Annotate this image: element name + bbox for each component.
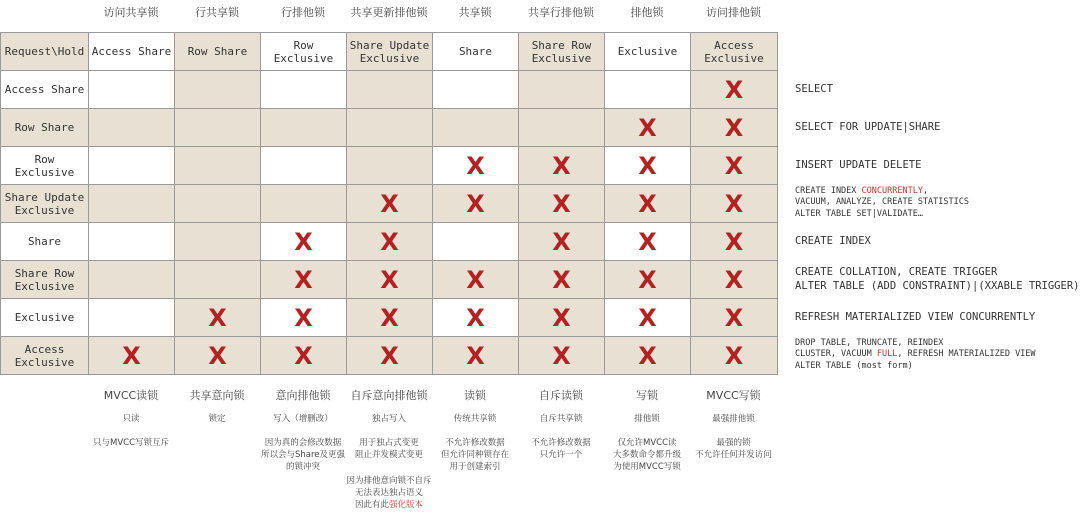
column-cn-label: 行共享锁 (195, 6, 239, 19)
matrix-cell (261, 223, 347, 261)
note-line: 只允许一个 (539, 450, 583, 460)
matrix-cell (261, 299, 347, 337)
column-cn-label: 共享锁 (458, 6, 492, 19)
conflict-mark: X (638, 341, 657, 370)
conflict-mark: X (724, 75, 744, 104)
sql-text: SELECT FOR UPDATE|SHARE (795, 121, 941, 133)
matrix-cell (433, 223, 519, 261)
matrix-cell (519, 223, 605, 261)
conflict-mark: X (552, 189, 571, 218)
matrix-cell (691, 185, 778, 223)
conflict-mark: X (294, 341, 313, 370)
conflict-mark: X (208, 303, 227, 332)
column-header (433, 33, 519, 71)
sql-text: ALTER TABLE (most form) (795, 360, 913, 371)
column-header-line: Exclusive (359, 51, 420, 65)
lock-category-note (72, 437, 190, 449)
conflict-mark: X (638, 113, 657, 142)
row-header (1, 71, 89, 109)
row-header-line: Share Row (14, 266, 75, 280)
matrix-cell (433, 109, 519, 147)
note-line: 为使用MVCC写锁 (613, 462, 681, 472)
matrix-cell (175, 223, 261, 261)
conflict-mark: X (294, 303, 313, 332)
column-cn-label: 共享更新排他锁 (350, 6, 428, 19)
conflict-mark: X (724, 151, 744, 180)
column-header (691, 33, 778, 71)
column-header-line: Row (293, 38, 314, 52)
column-header (89, 33, 175, 71)
matrix-cell (347, 223, 433, 261)
matrix-cell (519, 337, 605, 375)
conflict-mark: X (724, 189, 744, 218)
column-cn-label: 访问共享锁 (103, 6, 159, 19)
matrix-cell (347, 71, 433, 109)
conflict-mark: X (380, 303, 399, 332)
sql-line (795, 197, 969, 209)
column-header (605, 33, 691, 71)
matrix-header-row (1, 33, 778, 71)
matrix-cell (175, 261, 261, 299)
matrix-cell (519, 185, 605, 223)
note-line: 用于独占式变更 (359, 438, 419, 448)
conflict-mark: X (638, 265, 657, 294)
column-header-line: Exclusive (704, 51, 764, 65)
matrix-cell (691, 147, 778, 185)
matrix-cell (175, 185, 261, 223)
conflict-mark: X (380, 341, 399, 370)
conflict-mark: X (638, 227, 657, 256)
table-row (1, 261, 778, 299)
note-line: 阻止并发模式变更 (354, 450, 423, 460)
table-row (1, 223, 778, 261)
table-row (1, 147, 778, 185)
conflict-mark: X (724, 265, 744, 294)
sql-statement (795, 120, 940, 134)
sql-highlight: CONCURRENTLY (861, 185, 923, 196)
matrix-cell (261, 185, 347, 223)
matrix-cell (89, 261, 175, 299)
sql-line (795, 158, 921, 172)
row-header-line: Exclusive (14, 165, 75, 179)
row-header (1, 109, 89, 147)
lock-category-title: MVCC写锁 (706, 389, 761, 402)
column-header (519, 33, 605, 71)
matrix-cell (89, 109, 175, 147)
conflict-mark: X (466, 151, 485, 180)
sql-text: DROP TABLE, TRUNCATE, REINDEX (795, 337, 944, 348)
matrix-cell (519, 147, 605, 185)
matrix-cell (605, 337, 691, 375)
conflict-mark: X (294, 227, 313, 256)
column-header-line: Exclusive (273, 51, 334, 65)
matrix-cell (89, 147, 175, 185)
conflict-mark: X (724, 227, 744, 256)
conflict-mark: X (638, 303, 657, 332)
matrix-cell (605, 223, 691, 261)
note-line: 只与MVCC写锁互斥 (92, 438, 170, 448)
matrix-cell (605, 71, 691, 109)
note-line: 用于创建索引 (449, 462, 501, 472)
matrix-cell (347, 147, 433, 185)
sql-statement (795, 82, 833, 96)
matrix-cell (175, 109, 261, 147)
sql-line (795, 234, 871, 248)
column-header (175, 33, 261, 71)
matrix-cell (433, 261, 519, 299)
matrix-cell (347, 261, 433, 299)
matrix-cell (175, 71, 261, 109)
column-header-line: Share (458, 45, 493, 58)
sql-statement (795, 186, 969, 221)
column-header-line: Row Share (187, 45, 248, 58)
sql-line (795, 120, 940, 134)
lock-category-title: 自斥读锁 (539, 389, 583, 402)
sql-line (795, 265, 1079, 279)
note-text: 因此有此 (354, 500, 389, 510)
matrix-cell (605, 147, 691, 185)
column-header-line: Access Share (91, 45, 172, 58)
matrix-cell (433, 147, 519, 185)
matrix-cell (89, 337, 175, 375)
sql-text: CLUSTER, VACUUM (795, 349, 877, 360)
conflict-mark: X (724, 113, 744, 142)
note-line: 不允许任何并发访问 (695, 450, 772, 460)
matrix-cell (691, 337, 778, 375)
note-line (330, 487, 448, 499)
sql-statement (795, 310, 1035, 324)
sql-line (795, 186, 969, 198)
lock-category-subtitle: 最强排他锁 (712, 414, 755, 424)
column-cn-label: 共享行排他锁 (528, 6, 594, 19)
sql-text: REFRESH MATERIALIZED VIEW CONCURRENTLY (795, 311, 1036, 323)
sql-text: ALTER TABLE (ADD CONSTRAINT)|(XXABLE TRIGGER) (795, 280, 1080, 292)
matrix-cell (261, 109, 347, 147)
lock-category-subtitle: 写入（增删改） (273, 414, 333, 424)
conflict-mark: X (122, 341, 141, 370)
sql-line (795, 349, 1036, 361)
sql-text: CREATE INDEX (795, 235, 871, 247)
matrix-cell (691, 109, 778, 147)
lock-category-title: 自斥意向排他锁 (350, 389, 428, 402)
row-header (1, 223, 89, 261)
conflict-mark: X (294, 265, 313, 294)
matrix-cell (433, 185, 519, 223)
conflict-mark: X (466, 189, 485, 218)
matrix-cell (605, 109, 691, 147)
column-header (347, 33, 433, 71)
sql-line (795, 310, 1035, 324)
row-header-line: Access Share (4, 83, 85, 96)
note-line: 的锁冲突 (285, 462, 320, 472)
lock-category-subtitle: 传统共享锁 (453, 414, 497, 424)
column-cn-label: 排他锁 (630, 6, 664, 19)
lock-category-subtitle: 自斥共享锁 (539, 414, 583, 424)
row-header (1, 337, 89, 375)
conflict-mark: X (466, 265, 485, 294)
sql-statement (795, 338, 1036, 373)
table-row (1, 109, 778, 147)
sql-statement (795, 234, 871, 248)
table-row (1, 299, 778, 337)
sql-highlight: FULL (876, 349, 898, 360)
row-header-line: Exclusive (14, 279, 75, 293)
lock-category-title: 写锁 (636, 389, 658, 402)
lock-conflict-matrix (0, 32, 778, 375)
lock-category-subtitle: 独占写入 (371, 414, 406, 424)
conflict-mark: X (552, 151, 571, 180)
row-header-line: Exclusive (14, 311, 75, 324)
note-line: 因为真的会修改数据 (264, 438, 342, 448)
matrix-cell (519, 71, 605, 109)
matrix-cell (261, 71, 347, 109)
matrix-cell (175, 299, 261, 337)
row-header-line: Access (24, 342, 65, 356)
table-row (1, 71, 778, 109)
sql-statement (795, 265, 1079, 293)
sql-text: CREATE INDEX (795, 185, 862, 196)
sql-line (795, 361, 1036, 373)
row-header (1, 185, 89, 223)
matrix-cell (347, 337, 433, 375)
note-line: 大多数命令都升级 (612, 450, 681, 460)
note-line: 所以会与Share及更强 (260, 450, 346, 460)
sql-line (795, 209, 969, 221)
lock-category-title: MVCC读锁 (103, 389, 159, 402)
matrix-cell (691, 261, 778, 299)
sql-statement (795, 158, 921, 172)
note-highlight: 强化版本 (389, 500, 424, 510)
sql-text: INSERT UPDATE DELETE (795, 159, 922, 171)
row-header-line: Row Share (14, 121, 75, 134)
matrix-cell (347, 109, 433, 147)
sql-text: CREATE COLLATION, CREATE TRIGGER (795, 266, 998, 278)
note-line: 不允许修改数据 (531, 438, 591, 448)
matrix-cell (433, 71, 519, 109)
note-line (330, 499, 448, 511)
matrix-cell (347, 299, 433, 337)
conflict-mark: X (552, 265, 571, 294)
column-header-line: Access (714, 38, 754, 52)
column-header-line: Share Row (531, 38, 592, 52)
matrix-cell (175, 337, 261, 375)
row-header (1, 147, 89, 185)
table-row (1, 337, 778, 375)
lock-category-title: 意向排他锁 (275, 389, 331, 402)
note-line: 最强的锁 (716, 438, 751, 448)
note-line: 不允许修改数据 (445, 438, 505, 448)
conflict-mark: X (380, 265, 399, 294)
row-header-line: Row (34, 152, 55, 166)
conflict-mark: X (552, 341, 571, 370)
matrix-cell (691, 299, 778, 337)
note-text: 因为排他意向锁不自斥 (346, 476, 432, 486)
conflict-mark: X (638, 151, 657, 180)
row-header-line: Exclusive (14, 203, 75, 217)
matrix-cell (605, 299, 691, 337)
note-line (330, 475, 448, 487)
matrix-cell (519, 299, 605, 337)
matrix-cell (261, 147, 347, 185)
table-row (1, 185, 778, 223)
matrix-cell (261, 261, 347, 299)
matrix-cell (605, 261, 691, 299)
matrix-cell (433, 299, 519, 337)
row-header (1, 299, 89, 337)
row-header-line: Share (27, 235, 62, 248)
corner-label: Request\Hold (1, 33, 89, 71)
matrix-cell (89, 71, 175, 109)
column-cn-label: 行排他锁 (281, 6, 325, 19)
conflict-mark: X (380, 227, 399, 256)
matrix-cell (519, 261, 605, 299)
lock-category-subtitle: 排他锁 (634, 414, 660, 424)
conflict-mark: X (638, 189, 657, 218)
lock-category-subtitle: 只读 (122, 414, 140, 424)
note-line: 仅允许MVCC读 (617, 438, 677, 448)
lock-category-subtitle: 锁定 (208, 414, 226, 424)
matrix-cell (261, 337, 347, 375)
row-header-line: Exclusive (14, 355, 75, 369)
matrix-cell (89, 299, 175, 337)
sql-text: ALTER TABLE SET|VALIDATE… (795, 208, 923, 219)
column-header-line: Exclusive (617, 45, 678, 58)
conflict-mark: X (552, 303, 571, 332)
note-line: 但允许同种锁存在 (440, 450, 509, 460)
lock-category-note (674, 437, 793, 461)
sql-text: SELECT (795, 83, 833, 95)
conflict-mark: X (466, 341, 485, 370)
conflict-mark: X (552, 227, 571, 256)
matrix-cell (691, 223, 778, 261)
matrix-cell (347, 185, 433, 223)
column-header-line: Exclusive (531, 51, 592, 65)
sql-text: , REFRESH MATERIALIZED VIEW (897, 349, 1036, 360)
matrix-cell (89, 185, 175, 223)
sql-text: , (922, 185, 929, 196)
conflict-mark: X (724, 341, 744, 370)
matrix-cell (89, 223, 175, 261)
conflict-mark: X (208, 341, 227, 370)
row-header (1, 261, 89, 299)
conflict-mark: X (724, 303, 744, 332)
matrix-cell (605, 185, 691, 223)
matrix-cell (433, 337, 519, 375)
lock-category-title: 读锁 (464, 389, 486, 402)
column-cn-label: 访问排他锁 (706, 6, 761, 19)
lock-category-title: 共享意向锁 (189, 389, 245, 402)
sql-line (795, 338, 1036, 350)
column-header-line: Share Update (349, 38, 430, 52)
note-text: 无法表达独占语义 (354, 488, 423, 498)
conflict-mark: X (466, 303, 485, 332)
matrix-cell (691, 71, 778, 109)
lock-category-extra-note (330, 475, 448, 511)
row-header-line: Share Update (4, 190, 85, 204)
sql-line (795, 279, 1079, 293)
matrix-cell (519, 109, 605, 147)
conflict-mark: X (380, 189, 399, 218)
sql-line (795, 82, 833, 96)
sql-text: VACUUM, ANALYZE, CREATE STATISTICS (795, 197, 969, 208)
column-header (261, 33, 347, 71)
matrix-cell (175, 147, 261, 185)
